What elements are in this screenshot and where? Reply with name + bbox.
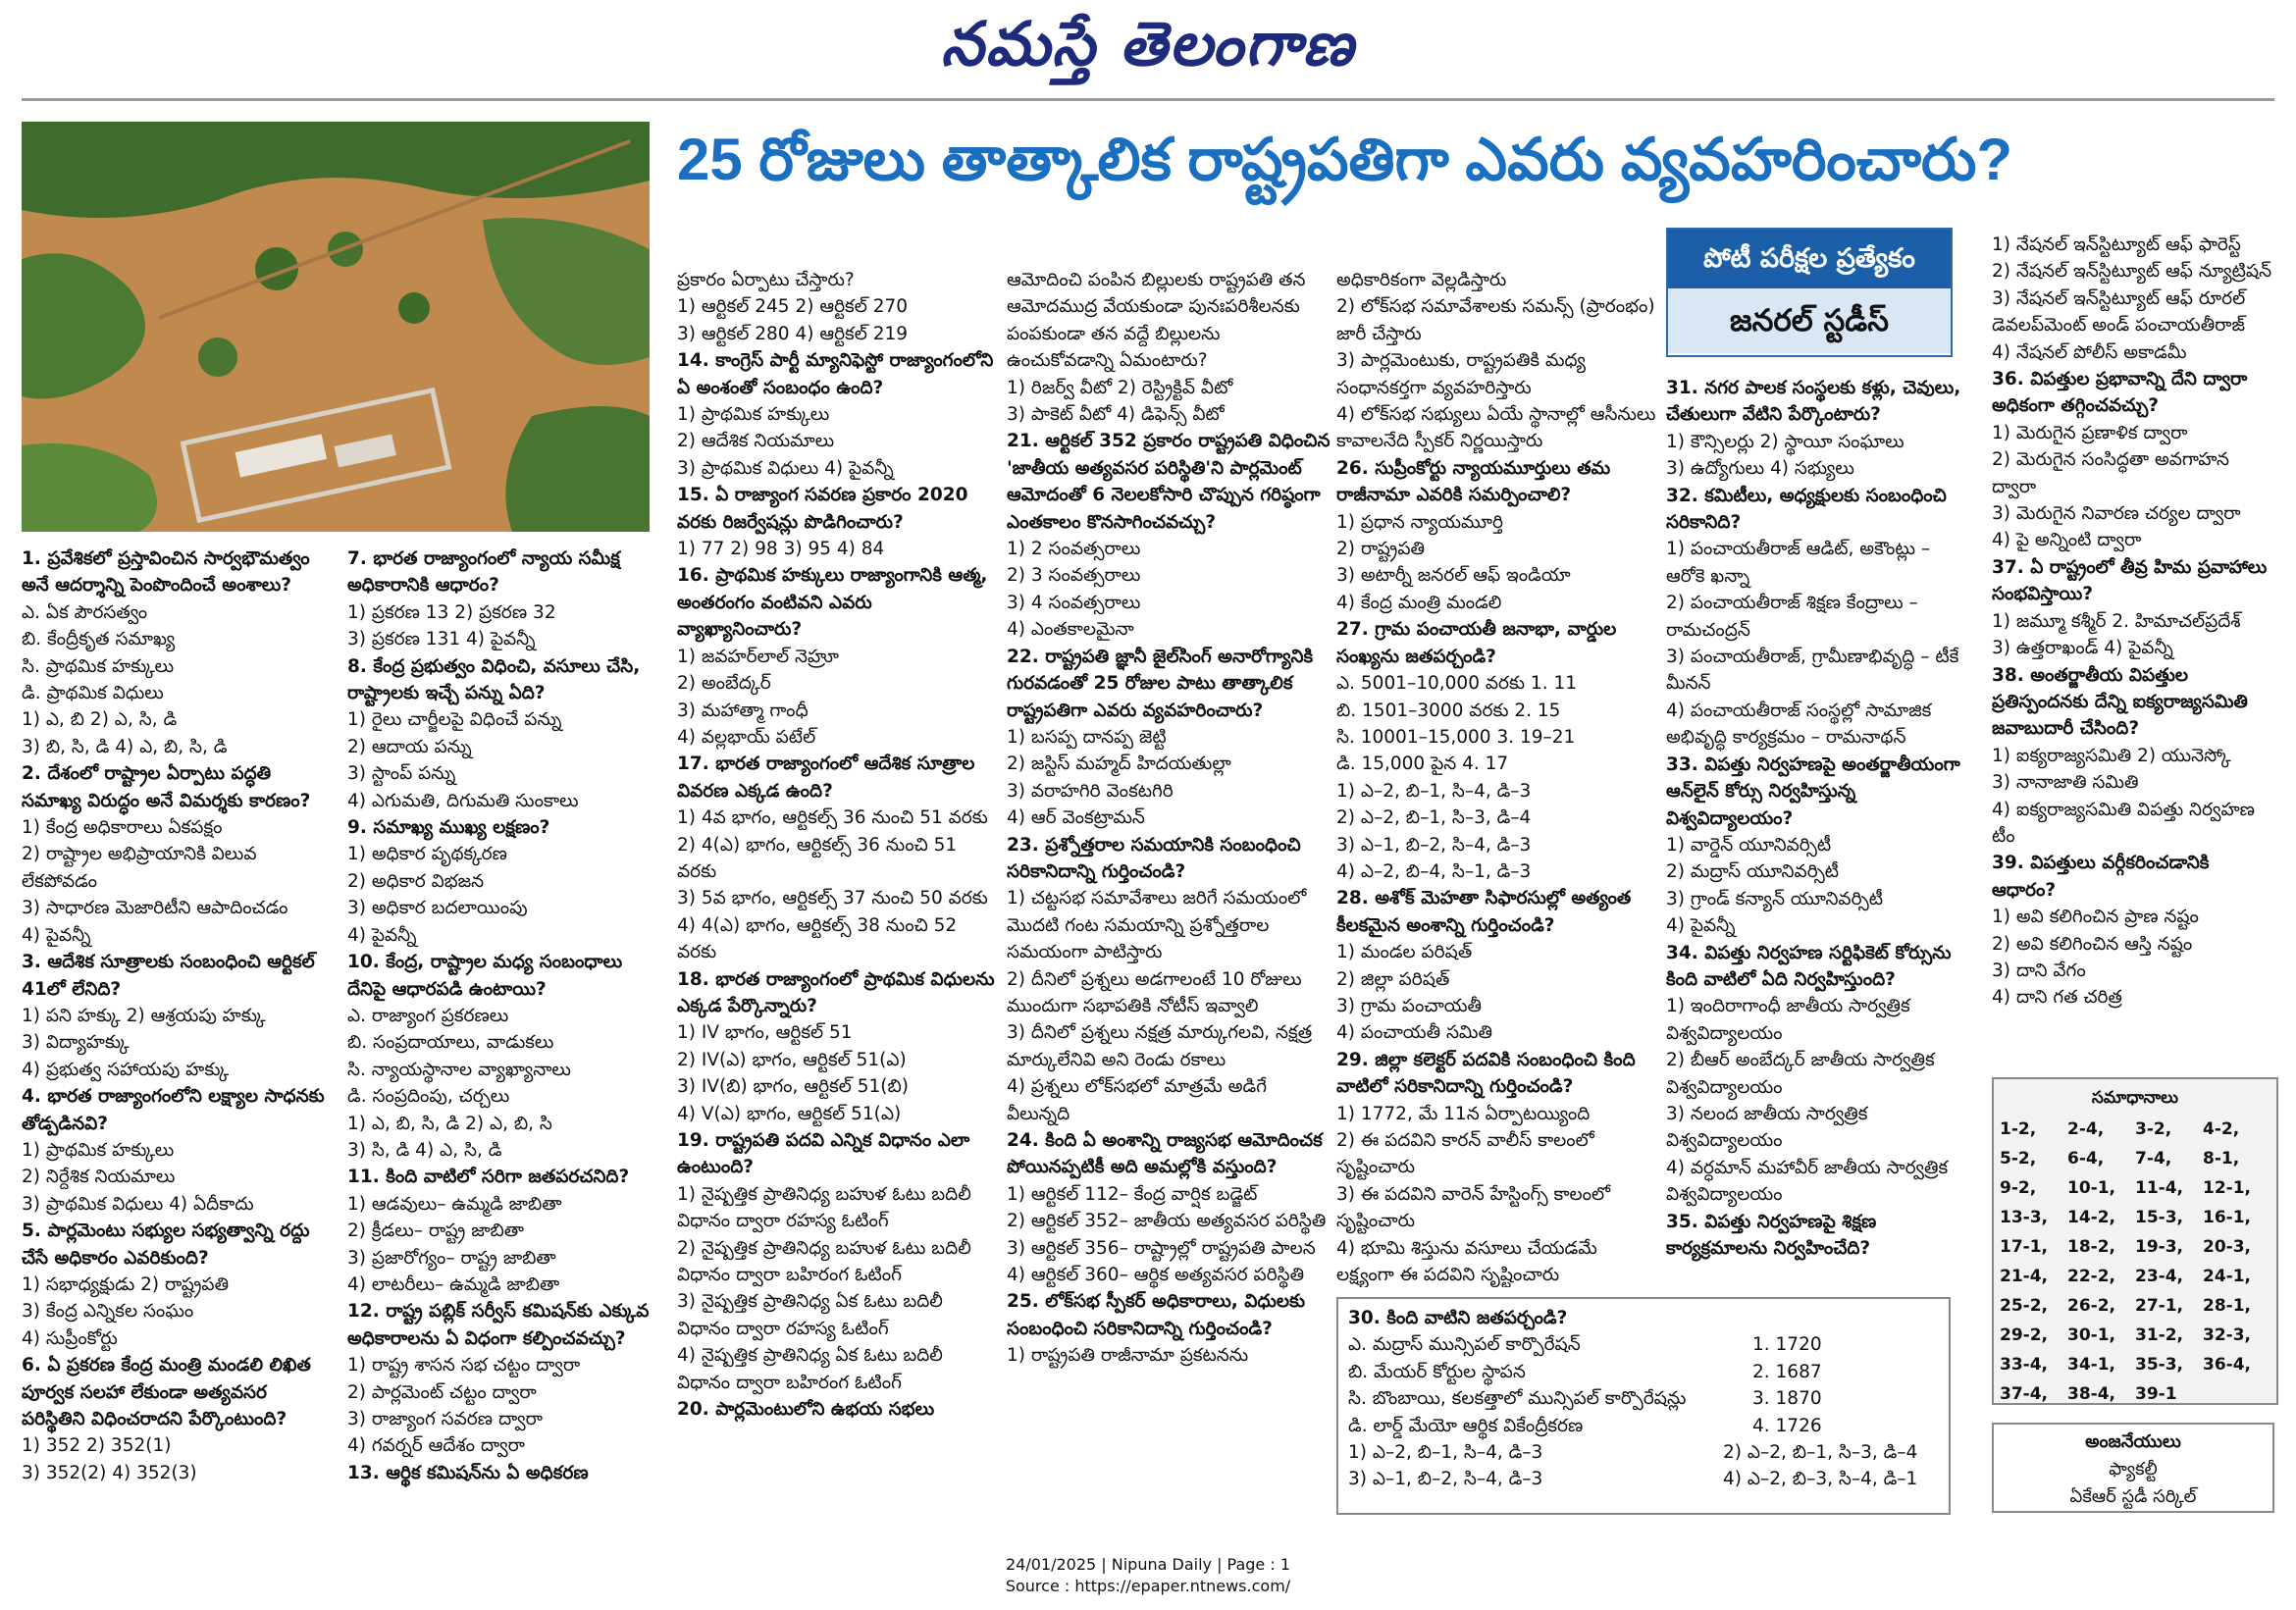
option-text: 3) ఆర్టికల్ 356– రాష్ట్రాల్లో రాష్ట్రపతి పాలన — [1007, 1237, 1316, 1259]
answer-item: 20-3, — [2203, 1237, 2251, 1257]
option-text: 1) ఎ–2, బి–1, సి–4, డి–3 — [1336, 780, 1532, 802]
option-text: 4) నేషనల్ పోలీస్ అకాడమీ — [1992, 341, 2187, 363]
answer-item: 10-1, — [2067, 1178, 2115, 1198]
option-text: 4) కేంద్ర మంత్రి మండలి — [1336, 592, 1502, 613]
option-text: 3) గ్రాండ్ కన్యాన్ యూనివర్సిటీ — [1666, 888, 1883, 909]
option-text: 3) ప్రాథమిక విధులు 4) ఏదీకాదు — [22, 1193, 254, 1215]
question-text: 19. రాష్ట్రపతి పదవి ఎన్నిక విధానం ఎలా ఉంటుంది? — [677, 1130, 970, 1178]
question-text: 35. విపత్తు నిర్వహణపై శిక్షణ కార్యక్రమాలను నిర్వహించేది? — [1666, 1211, 1877, 1259]
option-text: 3) 5వ భాగం, ఆర్టికల్స్ 37 నుంచి 50 వరకు — [677, 888, 988, 909]
option-text: 2) ఈ పదవిని కారన్ వాలీస్ కాలంలో సృష్టించారు — [1336, 1130, 1594, 1178]
author-title: ఫ్యాకల్టీ — [2109, 1459, 2158, 1480]
option-text: 4) వర్ధమాన్ మహావీర్ జాతీయ సార్వత్రిక విశ్వవిద్యాలయం — [1666, 1157, 1949, 1206]
option-text: 4) ఐక్యరాజ్యసమితి విపత్తు నిర్వహణ టీం — [1992, 799, 2255, 847]
option-text: 4) నైష్పత్తిక ప్రాతినిధ్య ఏక ఓటు బదిలీ విధానం ద్వారా బహిరంగ ఓటింగ్ — [677, 1345, 943, 1393]
answers-title: సమాధానాలు — [2091, 1088, 2179, 1108]
option-text: 4) 4(ఎ) భాగం, ఆర్టికల్స్ 38 నుంచి 52 వరకు — [677, 914, 958, 963]
section-badge — [1666, 228, 1953, 357]
answer-item: 14-2, — [2067, 1208, 2115, 1227]
author-box — [1992, 1423, 2274, 1513]
question-text: 21. ఆర్టికల్ 352 ప్రకారం రాష్ట్రపతి విధించిన 'జాతీయ అత్యవసర పరిస్థితి'ని పార్లమెంట్ ఆమోదంతో 6 నెలలకోసారి చొప్పున గరిష్ఠంగా ఎంతకాలం కొనసాగించవచ్చు? — [1007, 431, 1331, 533]
option-text: 3) అటార్నీ జనరల్ ఆఫ్ ఇండియా — [1336, 565, 1571, 587]
option-text: 3) సాధారణ మెజారిటీని ఆపాదించడం — [22, 898, 288, 919]
option-text: 1) బసప్ప దానప్ప జెట్టి — [1007, 726, 1167, 748]
answer-item: 18-2, — [2067, 1237, 2115, 1257]
question-text: 2. దేశంలో రాష్ట్రాల ఏర్పాటు పద్ధతి సమాఖ్య విరుద్ధం అనే విమర్శకు కారణం? — [22, 763, 311, 811]
flood-photo — [22, 122, 650, 532]
answer-item: 27-1, — [2135, 1296, 2183, 1316]
page-footer — [0, 1554, 2296, 1597]
option-text: 2) ఆదాయ పన్ను — [347, 736, 472, 757]
question-text: 18. భారత రాజ్యాంగంలో ప్రాథమిక విధులను ఎక్కడ పేర్కొన్నారు? — [677, 968, 995, 1016]
question-text: 7. భారత రాజ్యాంగంలో న్యాయ సమీక్ష అధికారానికి ఆధారం? — [347, 548, 620, 597]
column-4 — [1007, 267, 1331, 1523]
column-5 — [1336, 267, 1660, 1287]
option-text: బి. కేంద్రీకృత సమాఖ్య — [22, 629, 176, 650]
question-text: 10. కేంద్ర, రాష్ట్రాల మధ్య సంబంధాలు దేనిపై ఆధారపడి ఉంటాయి? — [347, 952, 623, 1000]
option-text: 2) పంచాయతీరాజ్ శిక్షణ కేంద్రాలు – రామచంద్రన్ — [1666, 593, 1918, 641]
option-text: 1) రైలు చార్జీలపై విధించే పన్ను — [347, 709, 562, 731]
question-text: 11. కింది వాటిలో సరిగా జతపరచనిది? — [347, 1167, 630, 1188]
answer-item: 16-1, — [2203, 1208, 2251, 1227]
badge-top-label: పోటీ పరీక్షల ప్రత్యేకం — [1668, 230, 1951, 288]
option-text: డి. సంప్రదింపు, చర్చలు — [347, 1086, 510, 1108]
answer-item: 37-4, — [2000, 1384, 2048, 1404]
option-text: 1) 2 సంవత్సరాలు — [1007, 539, 1141, 560]
answer-item: 26-2, — [2067, 1296, 2115, 1316]
option-text: డి. 15,000 పైన 4. 17 — [1336, 753, 1509, 775]
option-text: 2) 4(ఎ) భాగం, ఆర్టికల్స్ 36 నుంచి 51 వరకు — [677, 834, 958, 882]
question-text: 13. ఆర్థిక కమిషన్‌ను ఏ అధికరణ — [347, 1462, 589, 1483]
answer-item: 24-1, — [2203, 1267, 2251, 1286]
option-text: 1) జవహర్‌లాల్ నెహ్రూ — [677, 646, 839, 667]
option-text: 1) ఆర్టికల్ 245 2) ఆర్టికల్ 270 — [677, 296, 909, 318]
option-text: 3) స్టాంప్ పన్ను — [347, 763, 456, 785]
question-30-cell: 3) ఎ–1, బి–2, సి–4, డి–3 — [1348, 1469, 1543, 1490]
option-text: ఎ. రాజ్యాంగ ప్రకరణలు — [347, 1005, 509, 1026]
footer-date-line: 24/01/2025 | Nipuna Daily | Page : 1 — [1005, 1555, 1291, 1574]
question-30-row — [1348, 1331, 1939, 1358]
question-30-row — [1348, 1466, 1939, 1492]
question-text: 3. ఆదేశిక సూత్రాలకు సంబంధించి ఆర్టికల్ 41లో లేనిది? — [22, 952, 315, 1000]
option-text: 3) విద్యాహక్కు — [22, 1032, 130, 1054]
option-text: 1) మెరుగైన ప్రణాళిక ద్వారా — [1992, 422, 2188, 443]
option-text: 1) పని హక్కు 2) ఆశ్రయపు హక్కు — [22, 1005, 266, 1026]
option-text: 3) మెరుగైన నివారణ చర్యల ద్వారా — [1992, 503, 2241, 525]
option-text: 2) నిర్దేశిక నియమాలు — [22, 1167, 176, 1188]
option-text: అధికారికంగా వెల్లడిస్తారు — [1336, 270, 1507, 290]
option-text: 4) పై అన్నింటి ద్వారా — [1992, 530, 2142, 551]
question-text: 23. ప్రశ్నోత్తరాల సమయానికి సంబంధించి సరికానిదాన్ని గుర్తించండి? — [1007, 834, 1301, 882]
question-text: 27. గ్రామ పంచాయతీ జనాభా, వార్డుల సంఖ్యను జతపర్చండి? — [1336, 619, 1617, 667]
option-text: 2) 3 సంవత్సరాలు — [1007, 565, 1141, 587]
option-text: 2) జిల్లా పరిషత్ — [1336, 968, 1450, 990]
answer-item: 21-4, — [2000, 1267, 2048, 1286]
option-text: 4) పైవన్నీ — [22, 924, 91, 946]
option-text: 3) నానాజాతి సమితి — [1992, 772, 2139, 794]
answer-item: 31-2, — [2135, 1325, 2183, 1345]
option-text: 4) పంచాయతీరాజ్ సంస్థల్లో సామాజిక అభివృద్ధి కార్యక్రమం – రామనాథన్ — [1666, 700, 1932, 749]
option-text: 2) నైష్పత్తిక ప్రాతినిధ్య బహుళ ఓటు బదిలీ విధానం ద్వారా బహిరంగ ఓటింగ్ — [677, 1237, 971, 1286]
option-text: 2) ఆదేశిక నియమాలు — [677, 431, 835, 452]
option-text: డి. ప్రాథమిక విధులు — [22, 683, 164, 704]
option-text: 1) ఐక్యరాజ్యసమితి 2) యునెస్కో — [1992, 745, 2231, 766]
option-text: 2) రాష్ట్రాల అభిప్రాయానికి విలువ లేకపోవడం — [22, 844, 257, 892]
option-text: 4) ఆర్టికల్ 360– ఆర్థిక అత్యవసర పరిస్థితి — [1007, 1265, 1305, 1286]
question-text: 17. భారత రాజ్యాంగంలో ఆదేశిక సూత్రాల వివరణ ఎక్కడ ఉంది? — [677, 753, 975, 802]
option-text: 2) రాష్ట్రపతి — [1336, 539, 1425, 560]
option-text: 2) మద్రాస్ యూనివర్సిటీ — [1666, 861, 1840, 883]
option-text: 1) కేంద్ర అధికారాలు ఏకపక్షం — [22, 817, 223, 839]
answer-item: 15-3, — [2135, 1208, 2183, 1227]
answer-item: 39-1 — [2135, 1384, 2177, 1404]
question-text: 38. అంతర్జాతీయ విపత్తుల ప్రతిస్పందనకు దేన్ని ఐక్యరాజ్యసమితి జవాబుదారీ చేసింది? — [1992, 664, 2248, 740]
answer-item: 22-2, — [2067, 1267, 2115, 1286]
option-text: 1) సభాధ్యక్షుడు 2) రాష్ట్రపతి — [22, 1273, 230, 1295]
question-text: 9. సమాఖ్య ముఖ్య లక్షణం? — [347, 817, 550, 839]
author-name: అంజనేయులు — [2085, 1431, 2181, 1452]
option-text: 1) అధికార పృథక్కరణ — [347, 844, 507, 865]
answer-item: 2-4, — [2067, 1119, 2105, 1139]
question-30-cell: 3. 1870 — [1752, 1388, 1822, 1410]
option-text: 3) IV(బి) భాగం, ఆర్టికల్ 51(బి) — [677, 1076, 909, 1098]
option-text: 3) ఉత్తరాఖండ్ 4) పైవన్నీ — [1992, 638, 2173, 659]
answer-item: 25-2, — [2000, 1296, 2048, 1316]
option-text: 3) కేంద్ర ఎన్నికల సంఘం — [22, 1301, 194, 1323]
option-text: 1) మండల పరిషత్ — [1336, 942, 1473, 963]
question-30-table — [1348, 1331, 1939, 1492]
question-30-cell: 4. 1726 — [1752, 1415, 1822, 1436]
option-text: 1) కౌన్సిలర్లు 2) స్థాయీ సంఘాలు — [1666, 431, 1905, 452]
option-text: 3) బి, సి, డి 4) ఎ, బి, సి, డి — [22, 736, 228, 757]
question-text: 14. కాంగ్రెస్ పార్టీ మ్యానిఫెస్టో రాజ్యాంగంలోని ఏ అంశంతో సంబంధం ఉంది? — [677, 350, 994, 398]
option-text: 2) అంబేద్కర్ — [677, 673, 771, 695]
option-text: 1) ఆడవులు– ఉమ్మడి జాబితా — [347, 1193, 562, 1215]
option-text: 4) భూమి శిస్తును వసూలు చేయడమే లక్ష్యంగా ఈ పదవిని సృష్టించారు — [1336, 1237, 1597, 1286]
option-text: 3) ఈ పదవిని వారెన్ హేస్టింగ్స్ కాలంలో సృష్టించారు — [1336, 1183, 1611, 1232]
question-text: 16. ప్రాథమిక హక్కులు రాజ్యాంగానికి ఆత్మ, అంతరంగం వంటివని ఎవరు వ్యాఖ్యానించారు? — [677, 565, 988, 641]
option-text: 3) 4 సంవత్సరాలు — [1007, 592, 1141, 613]
question-text: 4. భారత రాజ్యాంగంలోని లక్ష్యాల సాధనకు తోడ్పడినవి? — [22, 1086, 325, 1134]
option-text: 3) పాకెట్ వీటో 4) డిఫెన్స్ వీటో — [1007, 404, 1225, 426]
question-30-row — [1348, 1385, 1939, 1412]
option-text: 4) లాటరీలు– ఉమ్మడి జాబితా — [347, 1273, 560, 1295]
option-text: ఎ. 5001–10,000 వరకు 1. 11 — [1336, 673, 1577, 695]
answer-item: 8-1, — [2203, 1149, 2240, 1169]
question-30-box — [1336, 1297, 1951, 1515]
question-text: 31. నగర పాలక సంస్థలకు కళ్లు, చెవులు, చేతులుగా వేటిని పేర్కొంటారు? — [1666, 378, 1961, 426]
answer-item: 30-1, — [2067, 1325, 2115, 1345]
option-text: 1) జమ్మూ కశ్మీర్ 2. హిమాచల్‌ప్రదేశ్ — [1992, 610, 2241, 632]
masthead — [0, 8, 2296, 94]
answer-item: 1-2, — [2000, 1119, 2037, 1139]
question-text: 15. ఏ రాజ్యాంగ సవరణ ప్రకారం 2020 వరకు రిజర్వేషన్లు పొడిగించారు? — [677, 485, 968, 533]
question-text: 36. విపత్తుల ప్రభావాన్ని దేని ద్వారా అధికంగా తగ్గించవచ్చు? — [1992, 369, 2248, 417]
option-text: 1) 4వ భాగం, ఆర్టికల్స్ 36 నుంచి 51 వరకు — [677, 807, 988, 829]
option-text: సి. 10001–15,000 3. 19–21 — [1336, 726, 1576, 748]
option-text: 3) ప్రజారోగ్యం– రాష్ట్ర జాబితా — [347, 1247, 556, 1269]
question-text: 29. జిల్లా కలెక్టర్ పదవికి సంబంధించి కింది వాటిలో సరికానిదాన్ని గుర్తించండి? — [1336, 1049, 1636, 1098]
option-text: ప్రకారం ఏర్పాటు చేస్తారు? — [677, 270, 855, 290]
option-text: 3) దాని వేగం — [1992, 960, 2086, 981]
question-30-cell: 2. 1687 — [1752, 1361, 1822, 1382]
question-text: 32. కమిటీలు, అధ్యక్షులకు సంబంధించి సరికానిది? — [1666, 485, 1947, 534]
question-30-title: 30. కింది వాటిని జతపర్చండి? — [1348, 1308, 1568, 1328]
column-7 — [1992, 232, 2274, 1065]
question-text: 37. ఏ రాష్ట్రంలో తీవ్ర హిమ ప్రవాహాలు సంభవిస్తాయి? — [1992, 556, 2268, 605]
option-text: 4) ఎగుమతి, దిగుమతి సుంకాలు — [347, 790, 579, 811]
option-text: 3) సి, డి 4) ఎ, సి, డి — [347, 1139, 502, 1161]
question-30-cell: 1) ఎ–2, బి–1, సి–4, డి–3 — [1348, 1442, 1543, 1464]
option-text: 4) గవర్నర్ ఆదేశం ద్వారా — [347, 1435, 525, 1457]
option-text: 1) ఎ, బి 2) ఎ, సి, డి — [22, 709, 178, 731]
option-text: బి. 1501–3000 వరకు 2. 15 — [1336, 700, 1561, 721]
answer-item: 5-2, — [2000, 1149, 2037, 1169]
option-text: 4) పంచాయతీ సమితి — [1336, 1022, 1492, 1044]
option-text: ఎ. ఏక పౌరసత్వం — [22, 601, 148, 623]
option-text: 2) IV(ఎ) భాగం, ఆర్టికల్ 51(ఎ) — [677, 1049, 907, 1070]
answer-item: 19-3, — [2135, 1237, 2183, 1257]
option-text: 3) వరాహగిరి వెంకటగిరి — [1007, 780, 1174, 802]
option-text: 1) వార్డెన్ యూనివర్సిటీ — [1666, 834, 1832, 856]
answer-item: 3-2, — [2135, 1119, 2172, 1139]
option-text: 1) ఆర్టికల్ 112– కేంద్ర వార్షిక బడ్జెట్ — [1007, 1183, 1258, 1205]
question-text: 12. రాష్ట్ర పబ్లిక్ సర్వీస్ కమిషన్‌కు ఎక్కువ అధికారాలను ఏ విధంగా కల్పించవచ్చు? — [347, 1301, 650, 1349]
question-30-cell: 2) ఎ–2, బి–1, సి–3, డి–4 — [1723, 1442, 1918, 1464]
answer-item: 23-4, — [2135, 1267, 2183, 1286]
option-text: 1) చట్టసభ సమావేశాలు జరిగే సమయంలో మొదటి గంట సమయాన్ని ప్రశ్నోత్తరాల సమయంగా పాటిస్తారు — [1007, 888, 1307, 963]
option-text: 1) నేషనల్ ఇన్‌స్టిట్యూట్ ఆఫ్ ఫారెస్ట్ — [1992, 234, 2241, 255]
option-text: 4) వల్లభాయ్ పటేల్ — [677, 726, 816, 748]
option-text: 3) పంచాయతీరాజ్, గ్రామీణాభివృద్ధి – టీకే మీనన్ — [1666, 647, 1959, 695]
option-text: 2) నేషనల్ ఇన్‌స్టిట్యూట్ ఆఫ్ న్యూట్రిషన్ — [1992, 261, 2272, 283]
option-text: 1) IV భాగం, ఆర్టికల్ 51 — [677, 1022, 853, 1044]
option-text: 4) ఆర్ వెంకట్రామన్ — [1007, 807, 1145, 829]
column-1 — [22, 545, 334, 1523]
answer-item: 38-4, — [2067, 1384, 2115, 1404]
option-text: 4) ప్రభుత్వ సహాయపు హక్కు — [22, 1059, 230, 1080]
answer-item: 9-2, — [2000, 1178, 2037, 1198]
question-text: 28. అశోక్ మెహతా సిఫారసుల్లో అత్యంత కీలకమైన అంశాన్ని గుర్తించండి? — [1336, 888, 1632, 936]
option-text: 3) ఆర్టికల్ 280 4) ఆర్టికల్ 219 — [677, 323, 909, 344]
option-text: 4) V(ఎ) భాగం, ఆర్టికల్ 51(ఎ) — [677, 1103, 902, 1124]
column-6 — [1666, 375, 1970, 1287]
option-text: 4) పైవన్నీ — [1666, 915, 1736, 937]
option-text: 4) ఎ–2, బి–4, సి–1, డి–3 — [1336, 860, 1532, 882]
option-text: 1) ప్రాథమిక హక్కులు — [22, 1139, 175, 1161]
column-2 — [347, 545, 663, 1523]
headline: 25 రోజులు తాత్కాలిక రాష్ట్రపతిగా ఎవరు వ్యవహరించారు? — [677, 127, 2012, 192]
question-text: 8. కేంద్ర ప్రభుత్వం విధించి, వసూలు చేసి, రాష్ట్రాలకు ఇచ్చే పన్ను ఏది? — [347, 655, 641, 704]
option-text: 3) మహాత్మా గాంధీ — [677, 700, 809, 721]
option-text: ఆమోదించి పంపిన బిల్లులకు రాష్ట్రపతి తన ఆమోదముద్ర వేయకుండా పునఃపరిశీలనకు పంపకుండా తన వద్దే బిల్లులను ఉంచుకోవడాన్ని ఏమంటారు? — [1007, 270, 1306, 372]
option-text: బి. సంప్రదాయాలు, వాడుకలు — [347, 1032, 554, 1054]
question-30-cell: సి. బొంబాయి, కలకత్తాలో మున్సిపల్ కార్పొరేషన్లు — [1348, 1388, 1687, 1410]
option-text: 1) రిజర్వ్ వీటో 2) రెస్ట్రిక్టివ్ వీటో — [1007, 377, 1233, 398]
question-30-cell: 4) ఎ–2, బి–3, సి–4, డి–1 — [1723, 1469, 1918, 1490]
option-text: 3) ప్రాథమిక విధులు 4) పైవన్నీ — [677, 457, 894, 479]
option-text: 1) రాష్ట్ర శాసన సభ చట్టం ద్వారా — [347, 1355, 581, 1376]
answer-item: 35-3, — [2135, 1355, 2183, 1375]
question-30-row — [1348, 1413, 1939, 1439]
option-text: 3) నేషనల్ ఇన్‌స్టిట్యూట్ ఆఫ్ రూరల్ డెవలప్‌మెంట్ అండ్ పంచాయతీరాజ్ — [1992, 287, 2246, 337]
answers-box — [1992, 1077, 2278, 1405]
answer-item: 6-4, — [2067, 1149, 2105, 1169]
option-text: 3) గ్రామ పంచాయతీ — [1336, 995, 1482, 1016]
option-text: 2) మెరుగైన సంసిద్ధతా అవగాహన ద్వారా — [1992, 449, 2229, 497]
option-text: 1) ప్రకరణ 13 2) ప్రకరణ 32 — [347, 601, 556, 623]
option-text: 3) ప్రకరణ 131 4) పైవన్నీ — [347, 629, 536, 650]
question-30-row — [1348, 1359, 1939, 1385]
option-text: 3) రాజ్యాంగ సవరణ ద్వారా — [347, 1409, 543, 1429]
question-30-cell: ఎ. మద్రాస్ మున్సిపల్ కార్పొరేషన్ — [1348, 1334, 1581, 1356]
option-text: 2) బీఆర్ అంబేద్కర్ జాతీయ సార్వత్రిక విశ్వవిద్యాలయం — [1666, 1050, 1935, 1098]
question-text: 39. విపత్తులు వర్గీకరించడానికి ఆధారం? — [1992, 853, 2210, 901]
question-text: 25. లోక్‌సభ స్పీకర్ అధికారాలు, విధులకు సంబంధించి సరికానిదాన్ని గుర్తించండి? — [1007, 1291, 1306, 1339]
question-text: 1. ప్రవేశికలో ప్రస్తావించిన సార్వభౌమత్వం అనే ఆదర్శాన్ని పెంపొందించే అంశాలు? — [22, 548, 310, 597]
question-30-cell: 1. 1720 — [1752, 1334, 1822, 1356]
answer-item: 13-3, — [2000, 1208, 2048, 1227]
option-text: 4) ఎంతకాలమైనా — [1007, 619, 1134, 641]
masthead-title: నమస్తే తెలంగాణ — [940, 8, 1356, 79]
option-text: 2) అవి కలిగించిన ఆస్తి నష్టం — [1992, 933, 2193, 955]
option-text: 1) ప్రాథమిక హక్కులు — [677, 404, 830, 426]
masthead-rule — [22, 98, 2274, 101]
option-text: సి. ప్రాథమిక హక్కులు — [22, 655, 175, 677]
question-30-cell: బి. మేయర్ కోర్టుల స్థాపన — [1348, 1361, 1526, 1382]
option-text: సి. న్యాయస్థానాల వ్యాఖ్యానాలు — [347, 1059, 571, 1080]
answer-item: 17-1, — [2000, 1237, 2048, 1257]
question-text: 22. రాష్ట్రపతి జ్ఞానీ జైల్‌సింగ్ అనారోగ్యానికి గురవడంతో 25 రోజుల పాటు తాత్కాలిక రాష్ట్రపతిగా ఎవరు వ్యవహరించారు? — [1007, 646, 1314, 721]
option-text: 2) అధికార విభజన — [347, 870, 485, 892]
option-text: 4) పైవన్నీ — [347, 924, 417, 946]
badge-bottom-label: జనరల్ స్టడీస్ — [1668, 288, 1951, 353]
question-text: 33. విపత్తు నిర్వహణపై అంతర్జాతీయంగా ఆన్‌లైన్ కోర్సు నిర్వహిస్తున్న విశ్వవిద్యాలయం? — [1666, 753, 1960, 829]
option-text: 1) ఎ, బి, సి, డి 2) ఎ, బి, సి — [347, 1113, 552, 1134]
author-institute: ఏకేఆర్ స్టడీ సర్కిల్ — [2069, 1486, 2197, 1507]
option-text: 2) ఆర్టికల్ 352– జాతీయ అత్యవసర పరిస్థితి — [1007, 1211, 1327, 1232]
answer-item: 33-4, — [2000, 1355, 2048, 1375]
question-text: 20. పార్లమెంటులోని ఉభయ సభలు — [677, 1399, 935, 1421]
option-text: 4) లోక్‌సభ సభ్యులు ఏయే స్థానాల్లో ఆసీనులు కావాలనేది స్పీకర్ నిర్ణయిస్తారు — [1336, 404, 1656, 452]
option-text: 1) పంచాయతీరాజ్ ఆడిట్, అకౌంట్లు – ఆరోకె ఖన్నా — [1666, 539, 1931, 587]
option-text: 3) ఎ–1, బి–2, సి–4, డి–3 — [1336, 834, 1532, 856]
option-text: 3) దీనిలో ప్రశ్నలు నక్షత్ర మార్కుగలవి, నక్షత్ర మార్కులేనివి అని రెండు రకాలు — [1007, 1022, 1313, 1070]
question-text: 6. ఏ ప్రకరణ కేంద్ర మంత్రి మండలి లిఖిత పూర్వక సలహా లేకుండా అత్యవసర పరిస్థితిని విధించరాదని పేర్కొంటుంది? — [22, 1355, 311, 1429]
question-text: 5. పార్లమెంటు సభ్యుల సభ్యత్వాన్ని రద్దు చేసే అధికారం ఎవరికుంది? — [22, 1220, 310, 1269]
option-text: 4) సుప్రీంకోర్టు — [22, 1327, 118, 1349]
answer-item: 32-3, — [2203, 1325, 2251, 1345]
question-text: 26. సుప్రీంకోర్టు న్యాయమూర్తులు తమ రాజీనామా ఎవరికి సమర్పించాలి? — [1336, 457, 1611, 506]
option-text: 4) ప్రశ్నలు లోక్‌సభలో మాత్రమే అడిగే వీలున్నది — [1007, 1076, 1268, 1124]
option-text: 1) 352 2) 352(1) — [22, 1435, 172, 1457]
option-text: 2) పార్లమెంట్ చట్టం ద్వారా — [347, 1381, 537, 1403]
option-text: 2) దీనిలో ప్రశ్నలు అడగాలంటే 10 రోజులు ముందుగా సభాపతికి నోటీస్ ఇవ్వాలి — [1007, 968, 1302, 1016]
answer-item: 7-4, — [2135, 1149, 2172, 1169]
answer-item: 4-2, — [2203, 1119, 2240, 1139]
option-text: 3) పార్లమెంటుకు, రాష్ట్రపతికి మధ్య సంధానకర్తగా వ్యవహరిస్తారు — [1336, 350, 1586, 398]
answer-item: 34-1, — [2067, 1355, 2115, 1375]
option-text: 1) నైష్పత్తిక ప్రాతినిధ్య బహుళ ఓటు బదిలీ విధానం ద్వారా రహస్య ఓటింగ్ — [677, 1183, 971, 1232]
option-text: 3) అధికార బదలాయింపు — [347, 898, 528, 919]
option-text: 1) అవి కలిగించిన ప్రాణ నష్టం — [1992, 907, 2199, 928]
question-text: 34. విపత్తు నిర్వహణ సర్టిఫికెట్ కోర్సును కింది వాటిలో ఏది నిర్వహిస్తుంది? — [1666, 942, 1952, 990]
option-text: 1) 77 2) 98 3) 95 4) 84 — [677, 539, 885, 560]
footer-source-line: Source : https://epaper.ntnews.com/ — [1005, 1577, 1291, 1595]
answer-item: 28-1, — [2203, 1296, 2251, 1316]
option-text: 2) జస్టిస్ మహ్మద్ హిదయతుల్లా — [1007, 753, 1231, 775]
question-30-cell: డి. లార్డ్ మేయో ఆర్థిక వికేంద్రీకరణ — [1348, 1415, 1584, 1436]
question-text: 24. కింది ఏ అంశాన్ని రాజ్యసభ ఆమోదించక పోయినప్పటికీ అది అమల్లోకి వస్తుంది? — [1007, 1130, 1323, 1178]
option-text: 1) 1772, మే 11న ఏర్పాటయ్యింది — [1336, 1103, 1591, 1124]
option-text: 1) ప్రధాన న్యాయమూర్తి — [1336, 511, 1503, 533]
answer-item: 12-1, — [2203, 1178, 2251, 1198]
option-text: 2) క్రీడలు– రాష్ట్ర జాబితా — [347, 1220, 525, 1242]
option-text: 3) 352(2) 4) 352(3) — [22, 1462, 197, 1483]
answer-item: 36-4, — [2203, 1355, 2251, 1375]
option-text: 2) లోక్‌సభ సమావేశాలకు సమన్స్ (ప్రారంభం) జారీ చేస్తారు — [1336, 296, 1655, 344]
column-3 — [677, 267, 997, 1523]
option-text: 1) ఇందిరాగాంధీ జాతీయ సార్వత్రిక విశ్వవిద్యాలయం — [1666, 996, 1910, 1044]
option-text: 4) దాని గత చరిత్ర — [1992, 987, 2122, 1009]
option-text: 1) రాష్ట్రపతి రాజీనామా ప్రకటనను — [1007, 1345, 1249, 1367]
option-text: 3) నైష్పత్తిక ప్రాతినిధ్య ఏక ఓటు బదిలీ విధానం ద్వారా రహస్య ఓటింగ్ — [677, 1291, 943, 1339]
option-text: 3) ఉద్యోగులు 4) సభ్యులు — [1666, 458, 1854, 480]
answers-grid — [1994, 1117, 2276, 1407]
answer-item: 29-2, — [2000, 1325, 2048, 1345]
option-text: 3) నలంద జాతీయ సార్వత్రిక విశ్వవిద్యాలయం — [1666, 1103, 1868, 1152]
answer-item: 11-4, — [2135, 1178, 2183, 1198]
option-text: 2) ఎ–2, బి–1, సి–3, డి–4 — [1336, 807, 1532, 829]
question-30-row — [1348, 1439, 1939, 1466]
